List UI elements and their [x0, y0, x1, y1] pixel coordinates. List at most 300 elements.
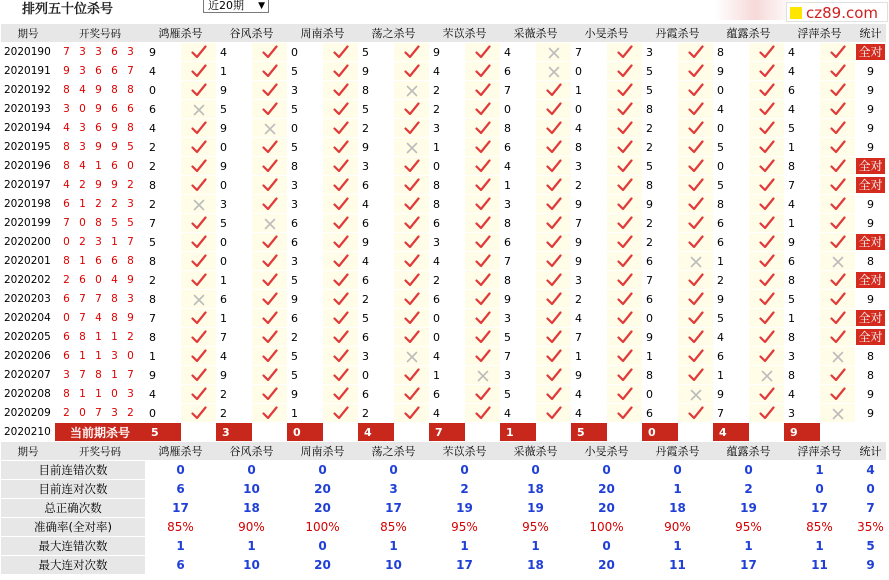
kill-number: 1	[429, 138, 465, 157]
result-mark	[394, 347, 429, 366]
kill-number: 3	[500, 309, 536, 328]
kill-number: 9	[287, 385, 323, 404]
kill-number: 0	[642, 385, 678, 404]
check-icon	[475, 254, 491, 268]
stat-value: 1	[216, 537, 287, 556]
kill-number: 1	[216, 62, 252, 81]
logo-text: cz89.com	[806, 4, 879, 22]
header-row	[1, 24, 886, 43]
check-icon	[830, 102, 846, 116]
result-mark	[607, 81, 642, 100]
col-killer: 芣苡杀号	[429, 442, 500, 461]
result-mark	[749, 252, 784, 271]
period-cell: 2020191	[1, 62, 55, 81]
result-mark	[252, 81, 287, 100]
period-select[interactable]	[203, 0, 269, 13]
check-icon	[830, 273, 846, 287]
check-icon	[759, 216, 775, 230]
check-icon	[333, 387, 349, 401]
col-killer: 周南杀号	[287, 24, 358, 43]
result-mark	[465, 328, 500, 347]
result-mark	[394, 214, 429, 233]
result-mark	[749, 62, 784, 81]
kill-number: 8	[642, 366, 678, 385]
check-icon	[333, 330, 349, 344]
result-mark	[607, 62, 642, 81]
kill-number: 3	[784, 404, 820, 423]
check-icon	[688, 178, 704, 192]
check-icon	[759, 197, 775, 211]
kill-number: 3	[642, 43, 678, 62]
result-mark	[465, 252, 500, 271]
result-mark	[678, 43, 713, 62]
kill-number: 1	[571, 81, 607, 100]
check-icon	[404, 406, 420, 420]
result-mark	[394, 176, 429, 195]
result-mark	[820, 233, 855, 252]
table-row	[1, 347, 886, 366]
check-icon	[830, 330, 846, 344]
check-icon	[830, 140, 846, 154]
result-mark	[465, 43, 500, 62]
kill-number: 9	[145, 366, 181, 385]
check-icon	[191, 45, 207, 59]
result-mark	[820, 290, 855, 309]
kill-number: 5	[500, 385, 536, 404]
period-cell: 2020207	[1, 366, 55, 385]
kill-number: 8	[571, 138, 607, 157]
result-mark	[536, 290, 571, 309]
kill-number: 2	[642, 233, 678, 252]
all-correct-badge: 全对	[858, 159, 883, 173]
result-mark	[749, 404, 784, 423]
kill-number: 6	[500, 62, 536, 81]
result-mark	[394, 252, 429, 271]
result-mark	[394, 195, 429, 214]
check-icon	[830, 159, 846, 173]
col-killer: 周南杀号	[287, 442, 358, 461]
stat-value: 0	[287, 537, 358, 556]
check-icon	[830, 311, 846, 325]
kill-number: 9	[713, 290, 749, 309]
check-icon	[546, 121, 562, 135]
check-icon	[262, 64, 278, 78]
result-mark	[749, 271, 784, 290]
result-mark	[323, 138, 358, 157]
kill-number: 5	[358, 43, 394, 62]
kill-number: 0	[287, 43, 323, 62]
kill-number: 1	[500, 176, 536, 195]
stat-value: 85%	[784, 518, 855, 537]
draw-number: 7 3 3 6 3	[55, 43, 145, 62]
result-mark	[394, 138, 429, 157]
result-mark	[749, 157, 784, 176]
current-period: 2020210	[1, 423, 55, 442]
check-icon	[617, 140, 633, 154]
kill-number: 0	[145, 404, 181, 423]
col-killer: 蕴露杀号	[713, 442, 784, 461]
check-icon	[546, 387, 562, 401]
cross-icon	[548, 47, 560, 59]
result-mark	[323, 214, 358, 233]
table-row	[1, 233, 886, 252]
total-cell	[855, 271, 886, 290]
check-icon	[191, 178, 207, 192]
kill-number: 9	[713, 385, 749, 404]
kill-number: 6	[642, 252, 678, 271]
total-cell	[855, 309, 886, 328]
check-icon	[759, 235, 775, 249]
total-cell: 9	[855, 214, 886, 233]
check-icon	[262, 311, 278, 325]
stat-value: 0	[358, 461, 429, 480]
kill-number: 6	[429, 385, 465, 404]
result-mark	[394, 62, 429, 81]
check-icon	[475, 235, 491, 249]
result-mark	[181, 252, 216, 271]
result-mark	[536, 100, 571, 119]
kill-number: 5	[216, 214, 252, 233]
kill-number: 4	[571, 119, 607, 138]
stat-value: 6	[145, 480, 216, 499]
check-icon	[759, 406, 775, 420]
draw-number: 6 7 7 8 3	[55, 290, 145, 309]
stat-value: 1	[145, 537, 216, 556]
result-mark	[678, 62, 713, 81]
check-icon	[262, 235, 278, 249]
cross-icon	[193, 294, 205, 306]
stat-row	[1, 537, 886, 556]
result-mark	[394, 290, 429, 309]
kill-number: 6	[784, 81, 820, 100]
check-icon	[191, 159, 207, 173]
check-icon	[688, 197, 704, 211]
check-icon	[830, 368, 846, 382]
check-icon	[688, 102, 704, 116]
period-cell: 2020198	[1, 195, 55, 214]
kill-number: 8	[145, 252, 181, 271]
result-mark	[749, 366, 784, 385]
col-killer: 芣苡杀号	[429, 24, 500, 43]
result-mark	[678, 252, 713, 271]
result-mark	[678, 328, 713, 347]
kill-number: 6	[358, 271, 394, 290]
result-mark	[181, 271, 216, 290]
kill-number: 8	[713, 195, 749, 214]
total-cell	[855, 157, 886, 176]
result-mark	[536, 157, 571, 176]
col-killer: 谷风杀号	[216, 442, 287, 461]
kill-number: 2	[145, 271, 181, 290]
result-mark	[252, 138, 287, 157]
check-icon	[404, 273, 420, 287]
draw-number: 4 2 9 9 2	[55, 176, 145, 195]
check-icon	[475, 216, 491, 230]
kill-number: 6	[287, 309, 323, 328]
check-icon	[333, 178, 349, 192]
cross-icon	[406, 351, 418, 363]
check-icon	[404, 311, 420, 325]
result-mark	[607, 195, 642, 214]
result-mark	[749, 309, 784, 328]
stat-value: 17	[429, 556, 500, 575]
table-row	[1, 252, 886, 271]
draw-number: 4 3 6 9 8	[55, 119, 145, 138]
kill-number: 8	[500, 214, 536, 233]
result-mark	[252, 290, 287, 309]
result-mark	[465, 195, 500, 214]
stat-label: 准确率(全对率)	[1, 518, 145, 537]
check-icon	[546, 406, 562, 420]
stat-value: 17	[145, 499, 216, 518]
kill-number: 2	[571, 176, 607, 195]
kill-number: 4	[784, 62, 820, 81]
all-correct-badge: 全对	[858, 235, 883, 249]
draw-number: 8 1 1 0 3	[55, 385, 145, 404]
cross-icon	[548, 66, 560, 78]
result-mark	[323, 290, 358, 309]
period-cell: 2020194	[1, 119, 55, 138]
stat-value: 10	[216, 480, 287, 499]
stat-value: 0	[784, 480, 855, 499]
check-icon	[404, 216, 420, 230]
kill-number: 6	[500, 233, 536, 252]
check-icon	[617, 197, 633, 211]
kill-number: 6	[713, 347, 749, 366]
check-icon	[688, 368, 704, 382]
stat-value: 20	[571, 480, 642, 499]
result-mark	[678, 271, 713, 290]
total-cell: 9	[855, 290, 886, 309]
all-correct-badge: 全对	[858, 178, 883, 192]
result-mark	[749, 81, 784, 100]
table-row	[1, 195, 886, 214]
current-period-row	[1, 423, 886, 442]
check-icon	[759, 349, 775, 363]
check-icon	[546, 311, 562, 325]
kill-number: 2	[429, 100, 465, 119]
kill-number: 0	[216, 138, 252, 157]
total-cell: 8	[855, 347, 886, 366]
current-kill-number: 5	[571, 423, 607, 442]
result-mark	[252, 328, 287, 347]
stat-row	[1, 480, 886, 499]
check-icon	[262, 45, 278, 59]
cross-icon	[264, 218, 276, 230]
all-correct-badge: 全对	[858, 45, 883, 59]
result-mark	[749, 233, 784, 252]
result-mark	[181, 233, 216, 252]
check-icon	[830, 292, 846, 306]
result-mark	[820, 176, 855, 195]
result-mark	[607, 271, 642, 290]
result-mark	[536, 176, 571, 195]
cross-icon	[832, 351, 844, 363]
result-mark	[181, 119, 216, 138]
result-mark	[181, 100, 216, 119]
result-mark	[465, 309, 500, 328]
check-icon	[546, 178, 562, 192]
kill-number: 8	[784, 157, 820, 176]
kill-number: 0	[571, 62, 607, 81]
kill-number: 0	[358, 366, 394, 385]
stat-value: 18	[500, 556, 571, 575]
check-icon	[475, 140, 491, 154]
result-mark	[252, 385, 287, 404]
check-icon	[475, 349, 491, 363]
check-icon	[546, 216, 562, 230]
kill-number: 4	[500, 43, 536, 62]
result-mark	[252, 271, 287, 290]
check-icon	[191, 235, 207, 249]
result-mark	[820, 404, 855, 423]
kill-number: 1	[145, 347, 181, 366]
draw-number: 7 0 8 5 5	[55, 214, 145, 233]
kill-number: 6	[216, 290, 252, 309]
draw-number: 0 2 3 1 7	[55, 233, 145, 252]
kill-number: 6	[287, 233, 323, 252]
result-mark	[465, 271, 500, 290]
result-mark	[536, 404, 571, 423]
result-mark	[181, 138, 216, 157]
col-killer: 谷风杀号	[216, 24, 287, 43]
kill-number: 0	[145, 81, 181, 100]
kill-number: 0	[713, 157, 749, 176]
check-icon	[546, 235, 562, 249]
check-icon	[546, 83, 562, 97]
result-mark	[394, 385, 429, 404]
total-cell: 9	[855, 100, 886, 119]
table-row	[1, 119, 886, 138]
result-mark	[181, 195, 216, 214]
result-mark	[394, 81, 429, 100]
result-mark	[323, 157, 358, 176]
stat-value: 100%	[571, 518, 642, 537]
kill-number: 0	[713, 81, 749, 100]
result-mark	[323, 62, 358, 81]
check-icon	[333, 83, 349, 97]
kill-number: 7	[500, 252, 536, 271]
stat-value: 17	[784, 499, 855, 518]
check-icon	[475, 311, 491, 325]
result-mark	[607, 366, 642, 385]
stat-value: 18	[642, 499, 713, 518]
result-mark	[536, 366, 571, 385]
kill-number: 8	[429, 195, 465, 214]
check-icon	[191, 216, 207, 230]
result-mark	[252, 309, 287, 328]
kill-number: 5	[287, 366, 323, 385]
check-icon	[830, 45, 846, 59]
check-icon	[333, 102, 349, 116]
result-mark	[749, 43, 784, 62]
col-killer: 鸿雁杀号	[145, 24, 216, 43]
kill-number: 4	[784, 43, 820, 62]
col-total: 统计	[855, 442, 886, 461]
current-kill-number: 4	[713, 423, 749, 442]
check-icon	[617, 368, 633, 382]
result-mark	[394, 233, 429, 252]
result-mark	[323, 43, 358, 62]
total-cell: 9	[855, 385, 886, 404]
check-icon	[830, 235, 846, 249]
result-mark	[820, 252, 855, 271]
result-mark	[678, 138, 713, 157]
kill-number: 9	[216, 119, 252, 138]
stat-value: 95%	[713, 518, 784, 537]
kill-number: 5	[713, 176, 749, 195]
col-killer: 荡之杀号	[358, 442, 429, 461]
stat-label: 目前连错次数	[1, 461, 145, 480]
result-mark	[678, 195, 713, 214]
col-killer: 浮萍杀号	[784, 442, 855, 461]
period-cell: 2020201	[1, 252, 55, 271]
current-kill-number: 3	[216, 423, 252, 442]
result-mark	[181, 62, 216, 81]
kill-number: 3	[358, 347, 394, 366]
result-mark	[678, 347, 713, 366]
result-mark	[323, 347, 358, 366]
stat-value: 20	[571, 499, 642, 518]
check-icon	[191, 311, 207, 325]
check-icon	[333, 235, 349, 249]
kill-number: 2	[571, 290, 607, 309]
kill-number: 9	[287, 290, 323, 309]
result-mark	[536, 385, 571, 404]
check-icon	[333, 216, 349, 230]
check-icon	[475, 45, 491, 59]
kill-number: 8	[784, 328, 820, 347]
check-icon	[759, 292, 775, 306]
kill-number: 6	[713, 233, 749, 252]
kill-number: 6	[500, 138, 536, 157]
check-icon	[262, 387, 278, 401]
check-icon	[262, 197, 278, 211]
result-mark	[536, 138, 571, 157]
draw-number: 3 7 8 1 7	[55, 366, 145, 385]
check-icon	[333, 140, 349, 154]
kill-number: 0	[429, 157, 465, 176]
kill-number: 4	[429, 347, 465, 366]
col-killer: 浮萍杀号	[784, 24, 855, 43]
col-draw: 开奖号码	[55, 442, 145, 461]
check-icon	[475, 330, 491, 344]
stat-row	[1, 556, 886, 575]
site-logo[interactable]	[786, 2, 888, 22]
check-icon	[617, 349, 633, 363]
stat-value: 0	[500, 461, 571, 480]
kill-number: 2	[287, 328, 323, 347]
check-icon	[759, 102, 775, 116]
kill-number: 9	[571, 233, 607, 252]
check-icon	[830, 121, 846, 135]
kill-number: 1	[216, 271, 252, 290]
check-icon	[262, 102, 278, 116]
check-icon	[191, 64, 207, 78]
check-icon	[617, 159, 633, 173]
check-icon	[404, 102, 420, 116]
draw-number: 3 0 9 6 6	[55, 100, 145, 119]
period-cell: 2020196	[1, 157, 55, 176]
draw-number: 8 4 9 8 8	[55, 81, 145, 100]
kill-number: 8	[784, 271, 820, 290]
stat-value: 6	[145, 556, 216, 575]
kill-number: 4	[358, 252, 394, 271]
current-kill-number: 9	[784, 423, 820, 442]
result-mark	[820, 328, 855, 347]
col-killer: 小旻杀号	[571, 24, 642, 43]
result-mark	[181, 385, 216, 404]
